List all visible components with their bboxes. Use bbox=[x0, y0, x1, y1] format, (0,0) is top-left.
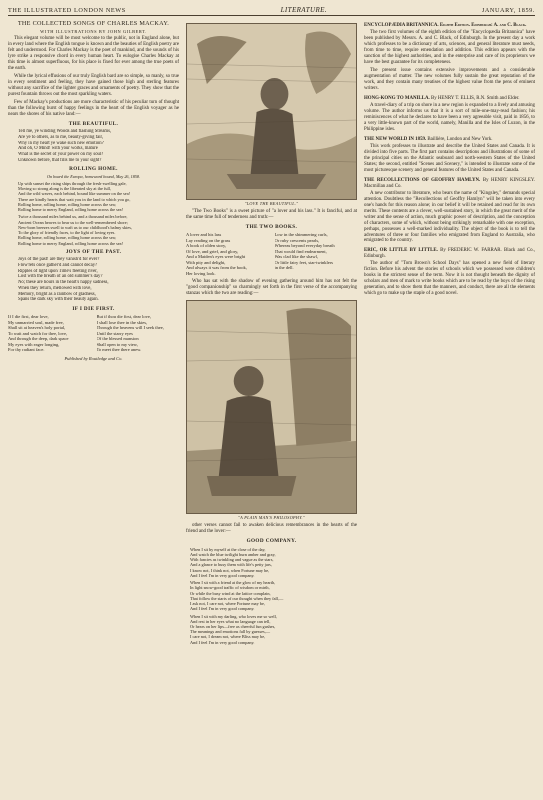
poem-line: And I feel I'm in very good company. bbox=[190, 572, 255, 578]
poem-title: JOYS OF THE PAST. bbox=[65, 248, 122, 255]
poem bbox=[97, 314, 180, 352]
review-heading bbox=[364, 248, 535, 260]
poem-title: GOOD COMPANY. bbox=[246, 538, 297, 545]
poem-line: For thy radiant face. bbox=[8, 347, 45, 353]
poem bbox=[18, 181, 173, 246]
poem-line: A book of olden story, bbox=[186, 243, 227, 249]
poem-line: Lay reading on the grass bbox=[186, 237, 231, 243]
review-title: THE NEW WORLD IN 1859. bbox=[364, 136, 427, 142]
poem-line: And rest in her eyes what no language can tell, bbox=[190, 618, 271, 624]
paragraph: This elegant volume will be most welcome to the public, not in England alone, but in every land where the English tongue is known and the beauties of English poetry are felt and understood. For Charles Mackay is the poet of mankind, and the sounds of his lyre strike a responsive chord in every human heart. To eulogise Charles Mackay at this time is almost superfluous, for his place is fixed for ever among the true poets of the earth. bbox=[8, 35, 179, 71]
poem-line: Flow'rets once gather'd and cannot decay? bbox=[18, 262, 98, 268]
poem-line: Memory, bright as a rainbow of gladness, bbox=[18, 291, 96, 297]
poem-line: That would find endearment, bbox=[274, 248, 327, 254]
poem-line: And through the deep, dark space bbox=[8, 336, 69, 342]
review-meta: Baillière, London and New York. bbox=[427, 136, 493, 142]
poem-line: If I die first, dear love, bbox=[8, 314, 49, 320]
poem-line: Tell me, ye winding Woods and flashing Streams, bbox=[18, 129, 112, 135]
poem-line: And a Maiden's eyes were bright bbox=[186, 254, 246, 260]
two-column-poem bbox=[186, 232, 357, 276]
poem-line: And watch the blue twilight burn amber and gray, bbox=[190, 551, 276, 557]
review-heading bbox=[364, 23, 535, 29]
poem-line: Or little fairy feet, star-twinklers bbox=[274, 259, 334, 265]
poem-line: With pity and delight, bbox=[186, 259, 226, 265]
poem-line: Rolling home to merry England, rolling home across the sea! bbox=[18, 240, 124, 246]
poem-line: Low in the shimmering curls, bbox=[274, 232, 328, 238]
left-column bbox=[8, 19, 179, 799]
engraving-illustration-love-the-beautiful bbox=[186, 23, 357, 200]
poem-line: When I sit with my darling, who loves me so well, bbox=[190, 613, 277, 619]
poem bbox=[18, 257, 173, 303]
poem-line: And the wild waves, each behind, bound like summer on the sea! bbox=[18, 191, 131, 197]
poem-title: THE BEAUTIFUL. bbox=[68, 120, 119, 127]
review-title: ENCYCLOPÆDIA BRITANNICA. Eighth Edition. Edinburgh: A. and C. Black. bbox=[364, 23, 527, 28]
poem-line: Lost with the breath of an old summer's day? bbox=[18, 274, 103, 280]
review-heading bbox=[364, 178, 535, 190]
poem bbox=[190, 547, 351, 645]
illustration-caption: "LOVE THE BEAUTIFUL." bbox=[244, 201, 299, 206]
poem-title: THE TWO BOOKS. bbox=[245, 224, 298, 231]
article-subtitle: WITH ILLUSTRATIONS BY JOHN GILBERT. bbox=[40, 28, 147, 34]
illustration-caption: "A PLAIN MAN'S PHILOSOPHY." bbox=[238, 515, 305, 521]
poem-line: Whereas beyond everyday breath bbox=[274, 243, 335, 249]
poem-line: in the dell. bbox=[274, 265, 294, 271]
header-section-title: LITERATURE. bbox=[280, 6, 327, 14]
review-meta: By HENRY T. ELLIS, R.N. Smith and Elder. bbox=[430, 95, 520, 101]
poem-line: I know not, I think not, when Fortune may be, bbox=[190, 567, 270, 573]
publisher-note: Published by Routledge and Co. bbox=[64, 355, 123, 361]
paragraph: A new contributor to literature, who bears the name of "Kingsley," demands special attention. Doubtless the "Recollections of Geoffry Hamlyn" will be taken into every one's hands for this reason alone; in our belief it will be retained and read for its own merits. These contents are a clever, well-sustained story, in which the great merit of the writer and the sense of action, much graphic power of description, and the conception of characters, some of which, without being strikingly remarkable with one exception, perhaps, possesses a well-marked individuality. The object of the book is to tell the adventures of three or four families who emigrated from England to Australia, who emigrated to the country. bbox=[364, 190, 535, 244]
poem-line: Unknown before, that fills me to your sight? bbox=[18, 157, 102, 163]
poem-line: When I sit by myself at the close of the day, bbox=[190, 546, 266, 552]
poem bbox=[8, 314, 91, 352]
poem-line: Twice a thousand miles behind us, and a thousand miles before, bbox=[18, 214, 128, 220]
poem-line: What is the secret of your power on my soul? bbox=[18, 152, 104, 158]
review-title: THE RECOLLECTIONS OF GEOFFRY HAMLYN. bbox=[364, 177, 481, 183]
page-header bbox=[8, 6, 535, 16]
poem bbox=[18, 129, 173, 163]
poem-line: New-born breezes swell to waft us to our childhood's balmy skies, bbox=[18, 224, 133, 230]
poem-title: IF I DIE FIRST. bbox=[72, 305, 115, 312]
poem-line: Shall open to my view, bbox=[96, 341, 138, 347]
poem-line: Spans the dark sky with their beauty again. bbox=[18, 297, 99, 303]
paragraph: A travel-diary of a trip on shore in a new region is expanded to a lively and amusing volume. The author informs us that it is a sort of mile-one-may-read fashion; his reminiscences of what he declares to have been a very agreeable visit, paid in 1856, to a very little-known part of the world, namely, Manilla and the Isles of Luzon, in the Philippine isles. bbox=[364, 102, 535, 132]
poem-line: And I feel I'm in very good company. bbox=[190, 639, 255, 645]
poem bbox=[186, 232, 269, 276]
paragraph: Few of Mackay's productions are more characteristic of his peculiar turn of thought than the following burst of happy feelings in the heart of the English voyager as he nears the shores of his native land:— bbox=[8, 99, 179, 117]
poem-line: Why in my heart ye wake such new emotion? bbox=[18, 140, 104, 146]
poem-line: Through the heavens will I seek thee, bbox=[96, 325, 164, 331]
poem-line: My unmarried soul, made free, bbox=[8, 319, 64, 325]
column-layout bbox=[8, 19, 535, 799]
poem-line: No; these are hours in the heart's happy sadness, bbox=[18, 280, 109, 286]
review-heading bbox=[364, 96, 535, 102]
poem-line: The meanings and emotions fall by guesses,— bbox=[190, 629, 271, 635]
poem-line: Shall sit at heaven's holy portal, bbox=[8, 325, 66, 331]
poem-line: I shall lose thee in the skies, bbox=[96, 319, 148, 325]
poem-line: And oh, O Mind! with your works, mature bbox=[18, 146, 98, 152]
poem-line: To meet thee there anew. bbox=[96, 347, 142, 353]
poem-line: Was clad like the shawl, bbox=[274, 254, 318, 260]
poem-line: To the glory of friendly faces, to the light of loving eyes. bbox=[18, 230, 116, 236]
paragraph: The author of "Tom Brown's School Days" has opened a new field of literary fiction. Before his advent the stories of schools which we possessed were children's books in the strictest sense of the term. Now it is not thought beneath the dignity of scholars and men of mark to write books which are to be read by the boys of the rising generation, and to show them that the manners, and conduct, there are all the elements which go to make up the staple of a good novel. bbox=[364, 261, 535, 297]
poem-line: When they return, mellowed with love, bbox=[18, 285, 92, 291]
review-meta: By FREDERIC W. FARRAR. Black and Co., Edinburgh. bbox=[364, 248, 535, 260]
poem-line: Her loving look. bbox=[186, 270, 216, 276]
poem-line: With fancies as twinkling and vague as the stars, bbox=[190, 557, 274, 563]
poem-line: Of the blessed mansion bbox=[96, 336, 139, 342]
review-meta: By HENRY KINGSLEY. Macmillan and Co. bbox=[364, 177, 535, 189]
poem-line: Or ruby crescents pearls, bbox=[274, 237, 320, 243]
poem-line: Of love, and grief, and glory, bbox=[186, 248, 239, 254]
poem-line: Rolling home, rolling home, rolling home across the sea; bbox=[18, 201, 116, 207]
poem-line: And a glance to busy them with life's petty jars, bbox=[190, 562, 272, 568]
paragraph: Who has sat with the shadow of evening gathering around him has not felt the "good companionship" so charmingly set forth in the first verse of the accompanying stanzas which the two are reading:— bbox=[186, 279, 357, 297]
poem-line: Or while the busy wind at the lattice complain, bbox=[190, 590, 271, 596]
poem-line: In light snow-good traffic of wisdom or mirth, bbox=[190, 585, 270, 591]
poem-line: And I feel I'm in very good company. bbox=[190, 606, 255, 612]
poem-line: A lover and his lass bbox=[186, 232, 222, 238]
paragraph: While the lyrical effusions of our truly English bard are so simple, so manly, so true in every sentiment and feeling, they have gained those high and sterling features without any sacrifice of the lighter graces and ornaments of poetry. They show that the purest fountain throws out the most sparkling waters. bbox=[8, 73, 179, 97]
poem-line: Until the starry eyes bbox=[96, 330, 133, 336]
poem-title: ROLLING HOME. bbox=[69, 166, 118, 173]
review-title: ERIC, OR LITTLE BY LITTLE. bbox=[364, 248, 438, 254]
right-column bbox=[364, 19, 535, 799]
poem-line: Joys of the past! are they vanish'd for ever? bbox=[18, 257, 100, 263]
poem-line: Rolling home, rolling home, rolling home across the sea; bbox=[18, 235, 116, 241]
poem-line: Or hears on her lips—free as cheerful fun gushes, bbox=[190, 623, 276, 629]
poem-line: That follow the starts of our thought when they fall,— bbox=[190, 595, 284, 601]
poem-line: Ancient Ocean heaves to bear us to the well-remembered shore; bbox=[18, 219, 128, 225]
middle-column bbox=[186, 19, 357, 799]
poem-line: When I sit with a friend at the glow of my hearth, bbox=[190, 580, 276, 586]
poem-line: To wait and watch for thee, love, bbox=[8, 330, 68, 336]
poem-line: Ripples of light upon Time's fleeting river, bbox=[18, 268, 98, 274]
header-left: THE ILLUSTRATED LONDON NEWS bbox=[8, 7, 126, 14]
engraving-drawing bbox=[187, 301, 356, 513]
poem bbox=[275, 232, 358, 276]
poem-byline: On board the Europa, homeward bound, May 26, 1858. bbox=[46, 173, 141, 179]
paragraph: "The Two Books" is a sweet picture of "a lover and his lass." It is fanciful, and at the same time full of tenderness and truth:— bbox=[186, 209, 357, 221]
paragraph: other verses cannot fail to awaken delicious remembrances in the hearts of the friend and the lover:— bbox=[186, 523, 357, 535]
poem-line: Moving so strong along is the liberated sky at the full, bbox=[18, 186, 111, 192]
paragraph: This work professes to illustrate and describe the United States and Canada. It is divided into five parts. The first part contains descriptions and illustrations of some of the principal cities on the Atlantic seaboard and north-western States of the United States; the second, entitled "Scenes and Scenery," is intended to illustrate some of the most picturesque scenery and general features of the United States and Canada. bbox=[364, 143, 535, 173]
review-heading bbox=[364, 137, 535, 143]
two-column-poem bbox=[8, 314, 179, 352]
poem-line: I ask not, I care not, where Fortune may be, bbox=[190, 601, 265, 607]
header-right: JANUARY, 1859. bbox=[481, 7, 535, 14]
paragraph: The two first volumes of the eighth edition of the "Encyclopædia Britannica" have been published by Messrs. A. and C. Black, of Edinburgh. In the present day a work which professes to be a dictionary of arts, sciences, and general literature must needs, from time to time, require emendation and addition. This edition appears with the sanction of the highest authorities, and in the enterprise and care of its proprietors we have the best guarantee for its completeness. bbox=[364, 29, 535, 65]
article-title: THE COLLECTED SONGS OF CHARLES MACKAY. bbox=[17, 20, 170, 27]
poem-line: Up with sunset the rising ships through the fresh-swelling gale, bbox=[18, 180, 127, 186]
poem-line: But if thou die first, dear love, bbox=[96, 314, 151, 320]
engraving-illustration-plain-mans-philosophy bbox=[186, 300, 357, 514]
poem-line: I care not, I dream not, where Bliss may be, bbox=[190, 634, 266, 640]
paragraph: The present issue contains extensive improvements and a considerable augmentation of matter. The new volumes fully sustain the great reputation of the work, and they contain many treatises of the highest value from the pens of eminent writers. bbox=[364, 67, 535, 91]
poem-line: My eyes with eager longing, bbox=[8, 341, 60, 347]
poem-line: There are kindly hearts that wait you in the land to which you go, bbox=[18, 196, 131, 202]
poem-line: Are ye to others, as to me, beauty-giving fair, bbox=[18, 134, 104, 140]
review-title: HONG-KONG TO MANILLA. bbox=[364, 95, 430, 101]
poem-line: Rolling home to merry England, rolling home across the sea! bbox=[18, 207, 124, 213]
poem-line: And always it was from the book, bbox=[186, 265, 247, 271]
engraving-drawing bbox=[187, 24, 356, 199]
